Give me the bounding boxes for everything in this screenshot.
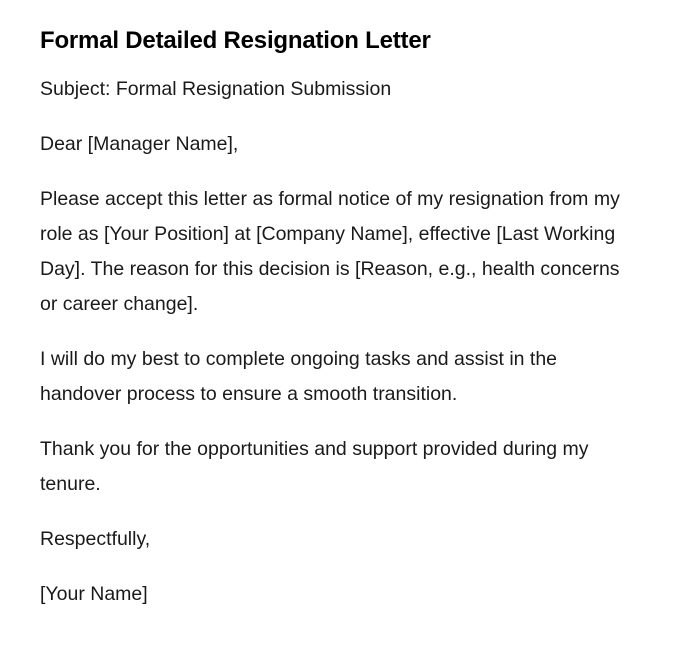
body-paragraph-thanks: Thank you for the opportunities and support provided during my tenure. bbox=[40, 438, 589, 495]
letter-document bbox=[40, 24, 640, 632]
signature: [Your Name] bbox=[40, 583, 148, 605]
body-paragraph-handover: I will do my best to complete ongoing tasks and assist in the handover process to ensure a smooth transition. bbox=[40, 348, 558, 405]
salutation: Dear [Manager Name], bbox=[40, 133, 239, 155]
body-paragraph-resignation-notice: Please accept this letter as formal notice of my resignation from my role as [Your Position] at [Company Name], effective [Last Working Day]. The reason for this decision is [Reason, e.g., health concerns or career change]. bbox=[40, 188, 620, 315]
closing: Respectfully, bbox=[40, 528, 151, 550]
document-title: Formal Detailed Resignation Letter bbox=[40, 27, 431, 54]
subject-line: Subject: Formal Resignation Submission bbox=[40, 78, 392, 100]
